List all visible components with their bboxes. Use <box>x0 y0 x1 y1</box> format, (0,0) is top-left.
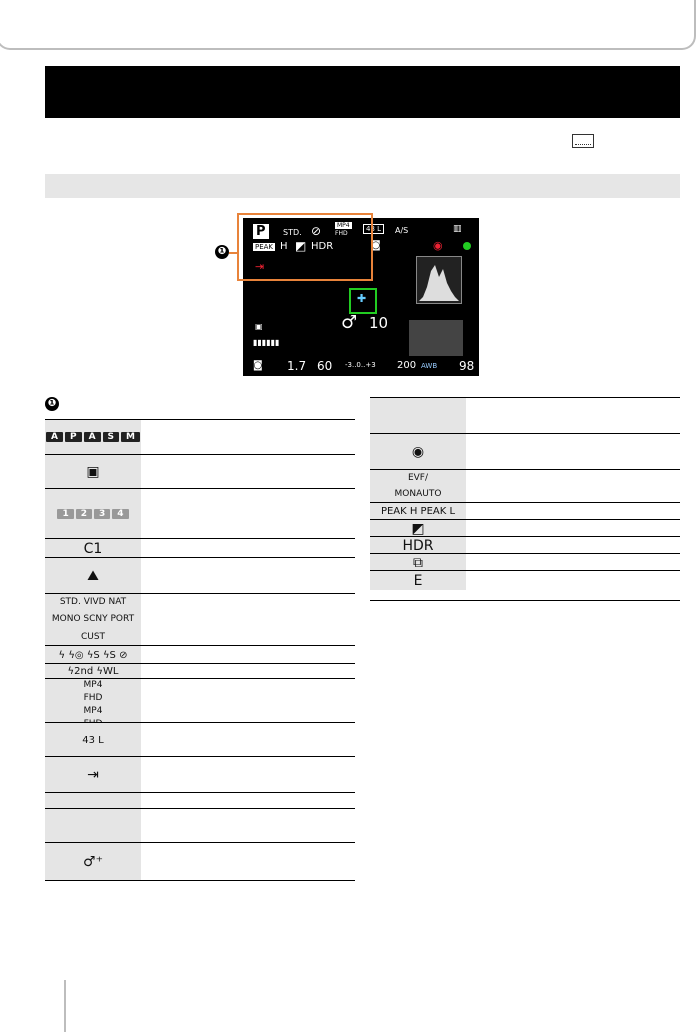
touch-tab-panel <box>409 320 463 356</box>
lcd-icon <box>572 134 594 148</box>
left-icon-table <box>45 419 355 881</box>
right-row <box>370 398 680 433</box>
custom-c1-icon <box>45 539 141 558</box>
peak-level-indicator: H <box>280 241 288 252</box>
icon-text: FHD <box>83 693 103 703</box>
left-row <box>45 538 355 558</box>
metering-icon: ◙ <box>253 360 263 371</box>
fhd-indicator: FHD <box>335 230 348 237</box>
icon-chip: 2 <box>76 509 92 519</box>
flash-off-icon: ⊘ <box>311 224 322 238</box>
icon-glyph: E <box>413 572 423 589</box>
aspect-indicator: 43 L <box>363 224 384 234</box>
title-bar <box>45 66 680 118</box>
section-number: ❶ <box>45 397 59 411</box>
page-margin-line <box>64 980 66 1032</box>
mode-indicator: P <box>253 224 269 239</box>
icon-chip: 3 <box>94 509 110 519</box>
icon-glyph: ▣ <box>86 464 100 480</box>
callout-number: ❶ <box>215 245 229 259</box>
icon-chip: 4 <box>112 509 128 519</box>
icon-text: CUST <box>80 631 106 642</box>
left-row <box>45 756 355 793</box>
camera-small-icon: ◙ <box>371 240 381 251</box>
right-row <box>370 469 680 503</box>
shutter-indicator: 60 <box>317 359 333 373</box>
icon-glyph: 43 L <box>82 734 104 746</box>
icon-text: MONAUTO <box>394 489 442 500</box>
icon-chip: M <box>121 432 140 442</box>
icon-glyph: ⧉ <box>413 554 423 571</box>
icon-text: MP4 <box>83 706 103 716</box>
rec-icon: ◉ <box>433 239 443 252</box>
icon-glyph: ϟ2nd ϟWL <box>67 666 119 677</box>
focus-distance-indicator: 10 <box>369 314 389 332</box>
af-mode-indicator: A/S <box>395 226 409 235</box>
icon-glyph: HDR <box>402 537 434 554</box>
ai-touch-icon <box>45 843 141 880</box>
right-row <box>370 570 680 590</box>
left-row <box>45 808 355 843</box>
highlight-box <box>237 213 373 281</box>
peak-icon <box>370 503 466 520</box>
left-row <box>45 842 355 880</box>
icon-text: EVF/ <box>407 472 429 483</box>
hdr-icon <box>370 537 466 554</box>
icon-glyph: ⛰ <box>87 568 99 584</box>
icon-text: MP4 <box>83 680 103 690</box>
card-icon: ⇥ <box>255 260 265 273</box>
icon-glyph: ◩ <box>411 520 425 537</box>
icon-chip: A <box>84 432 101 442</box>
left-row <box>45 454 355 489</box>
left-row <box>45 722 355 757</box>
flash-2nd-icons <box>45 664 141 679</box>
photo-style-icons <box>45 594 141 646</box>
right-icon-table <box>370 397 680 601</box>
mp4-indicator: MP4 <box>337 222 350 229</box>
histogram-graph <box>417 257 461 303</box>
histogram <box>416 256 462 304</box>
icon-glyph: ⇥ <box>87 767 99 783</box>
icon-text: STD. VIVD NAT <box>59 597 127 608</box>
right-row <box>370 502 680 520</box>
flash-mode-icons <box>45 646 141 664</box>
card-icon <box>45 757 141 793</box>
icon-chip: P <box>65 432 82 442</box>
icon-chip: S <box>103 432 119 442</box>
icon-glyph: ♂⁺ <box>83 853 103 870</box>
blank-icon <box>45 809 141 843</box>
peak-indicator: PEAK <box>255 243 274 251</box>
exposure-level-icon <box>370 571 466 590</box>
multi-exposure-icon <box>370 554 466 571</box>
left-row <box>45 645 355 664</box>
photo-style-indicator: STD. <box>283 228 302 237</box>
aperture-indicator: 1.7 <box>287 359 307 373</box>
page-frame <box>0 0 696 50</box>
left-row <box>45 420 355 454</box>
af-cross-icon: ✚ <box>357 292 367 305</box>
mode-icons <box>45 420 141 454</box>
icon-text: MONO SCNY PORT <box>51 614 135 625</box>
right-row <box>370 536 680 554</box>
left-row <box>45 593 355 646</box>
left-row <box>45 488 355 539</box>
right-row <box>370 433 680 470</box>
left-row <box>45 792 355 809</box>
icon-chip: A <box>46 432 63 442</box>
right-row <box>370 519 680 537</box>
left-row <box>45 678 355 723</box>
hdr-indicator: HDR <box>311 241 334 252</box>
battery-icon: ▥ <box>453 224 462 234</box>
exposure-box-icon: ◩ <box>295 239 307 253</box>
section-bar <box>45 174 680 198</box>
shots-remaining: 98 <box>459 359 475 373</box>
left-row <box>45 557 355 594</box>
blank-icon <box>45 793 141 809</box>
green-dot-icon <box>463 242 471 250</box>
icon-glyph: ϟ ϟ◎ ϟS ϟS ⊘ <box>58 649 128 661</box>
left-row <box>45 663 355 679</box>
awb-indicator: AWB <box>421 362 438 370</box>
exposure-scale: -3..0..+3 <box>345 361 376 369</box>
touch-icon: ♂ <box>341 312 358 333</box>
icon-glyph: PEAK H PEAK L <box>380 506 456 517</box>
level-gauge-icon: ▮▮▮▮▮▮ <box>253 338 280 347</box>
iso-indicator: 200 <box>397 360 417 371</box>
camera-icon <box>370 434 466 470</box>
icon-chip: 1 <box>57 509 73 519</box>
callout-leader <box>229 252 239 254</box>
mode-small-icon: ▣ <box>255 322 263 331</box>
icon-glyph: C1 <box>83 540 103 557</box>
blank-icon <box>370 398 466 433</box>
custom-mode-icons <box>45 489 141 539</box>
exposure-box-icon <box>370 520 466 537</box>
right-row <box>370 553 680 571</box>
aspect-size-icon <box>45 723 141 757</box>
scene-guide-icon <box>45 558 141 594</box>
creative-video-icon <box>45 455 141 489</box>
icon-glyph: ◉ <box>411 444 425 460</box>
evf-mon-icon <box>370 470 466 503</box>
mp4-fhd-icons <box>45 679 141 723</box>
